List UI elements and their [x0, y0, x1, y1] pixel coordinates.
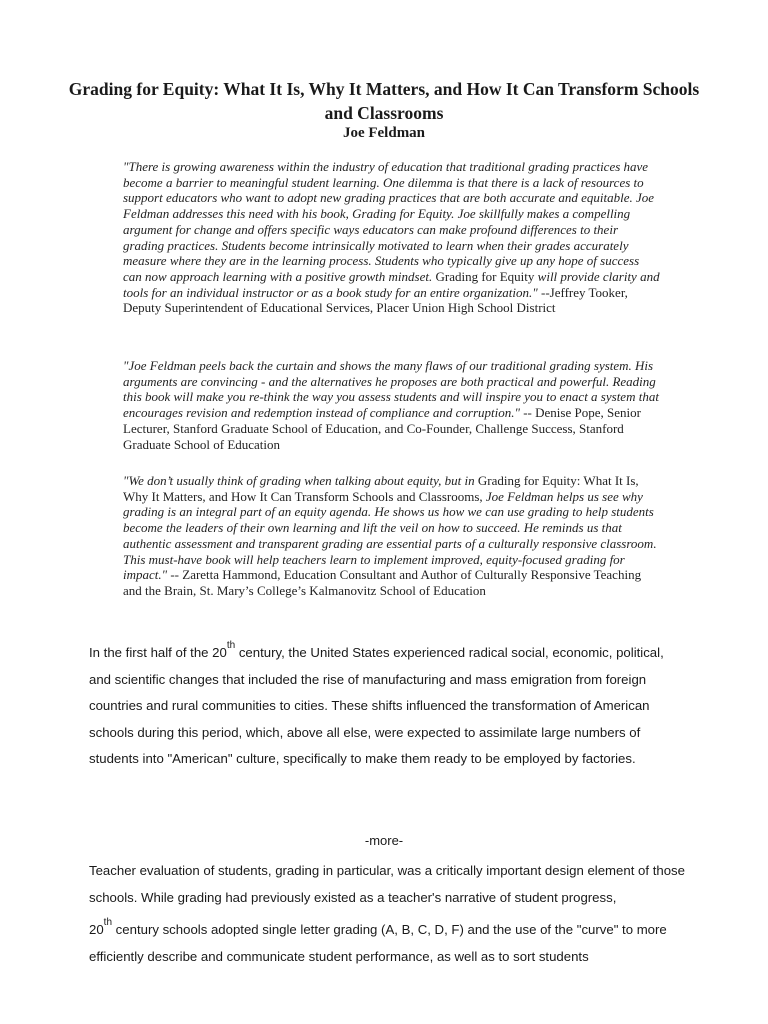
author-name: Joe Feldman [342, 125, 426, 141]
quote-text: "We don’t usually think of grading when talking about equity, but in [123, 473, 475, 488]
book-title-ref: Grading for Equity [435, 268, 535, 284]
book-title-ref: Grading for Equity: What It Is, Why It Matters, and How It Can Transform Schools and Classrooms, [123, 473, 639, 504]
century-number: 20 [89, 922, 104, 937]
quote-attribution: -- Denise Pope, Senior Lecturer, Stanford Graduate School of Education, and Co-Founder, Challenge Success, Stanford Graduate School of Education [123, 405, 641, 452]
superscript: th [103, 917, 113, 928]
quote-text-continued: will provide clarity and tools for an individual instructor or as a book study for an entire organization." [123, 268, 660, 300]
paragraph-text: Teacher evaluation of students, grading in particular, was a critically important design element of those schools. While grading had previously existed as a teacher's narrative of student progress, [89, 863, 685, 905]
paragraph-line-3 [89, 917, 689, 970]
quote-text: "There is growing awareness within the industry of education that traditional grading practices have become a barrier to meaningful student learning. One dilemma is that there is a lack of resources to support educators who want to adopt new grading practices that are both accurate and equitable. Joe Feldman addresses this need with his book, Grading for Equity. Joe skillfully makes a compelling argument for change and offers specific ways educators can make profound differences to their grading practices. Students become intrinsically motivated to learn when their grades accurately measure where they are in the learning process. Students who typically give up any hope of success can now approach learning with a positive growth mindset. [123, 159, 655, 284]
endorsement-quote-1 [123, 159, 661, 316]
document-title: Grading for Equity: What It Is, Why It Matters, and How It Can Transform Schools and Classrooms [68, 79, 700, 123]
endorsement-quote-2 [123, 358, 661, 452]
quote-attribution: --Jeffrey Tooker, Deputy Superintendent of Educational Services, Placer Union High School District [123, 284, 628, 316]
paragraph-text-continued: century, the United States experienced radical social, economic, political, and scientific changes that included the rise of manufacturing and mass emigration from foreign countries and rural communities to cities. These shifts influenced the transformation of American schools during this period, which, above all else, were expected to assimilate large numbers of students into "American" culture, specifically to make them ready to be employed by factories. [89, 645, 664, 766]
paragraph-text-continued: century schools adopted single letter grading (A, B, C, D, F) and the use of the "curve" to more efficiently describe and communicate student performance, as well as to sort students [89, 922, 667, 964]
quote-text: "Joe Feldman peels back the curtain and shows the many flaws of our traditional grading system. His arguments are convincing - and the alternatives he proposes are both practical and powerful. Reading this book will make you re-think the way you assess students and will inspire you to enact a system that encourages revision and redemption instead of compliance and corruption." [123, 358, 659, 421]
quote-text-continued: Joe Feldman helps us see why grading is an integral part of an equity agenda. He shows us how we can use grading to help students become the leaders of their own learning and lift the veil on how to succeed. He reminds us that authentic assessment and transparent grading are essential parts of a culturally responsive classroom. This must-have book will help teachers learn to implement improved, equity-focused grading for impact." [123, 488, 657, 583]
superscript: th [226, 640, 236, 651]
more-marker: -more- [364, 833, 404, 848]
paragraph-text: In the first half of the 20 [89, 645, 227, 660]
body-paragraph-2 [89, 858, 689, 970]
quote-attribution: -- Zaretta Hammond, Education Consultant and Author of Culturally Responsive Teaching and the Brain, St. Mary’s College’s Kalmanovitz School of Education [123, 567, 642, 598]
body-paragraph-1 [89, 640, 689, 773]
endorsement-quote-3 [123, 473, 661, 599]
